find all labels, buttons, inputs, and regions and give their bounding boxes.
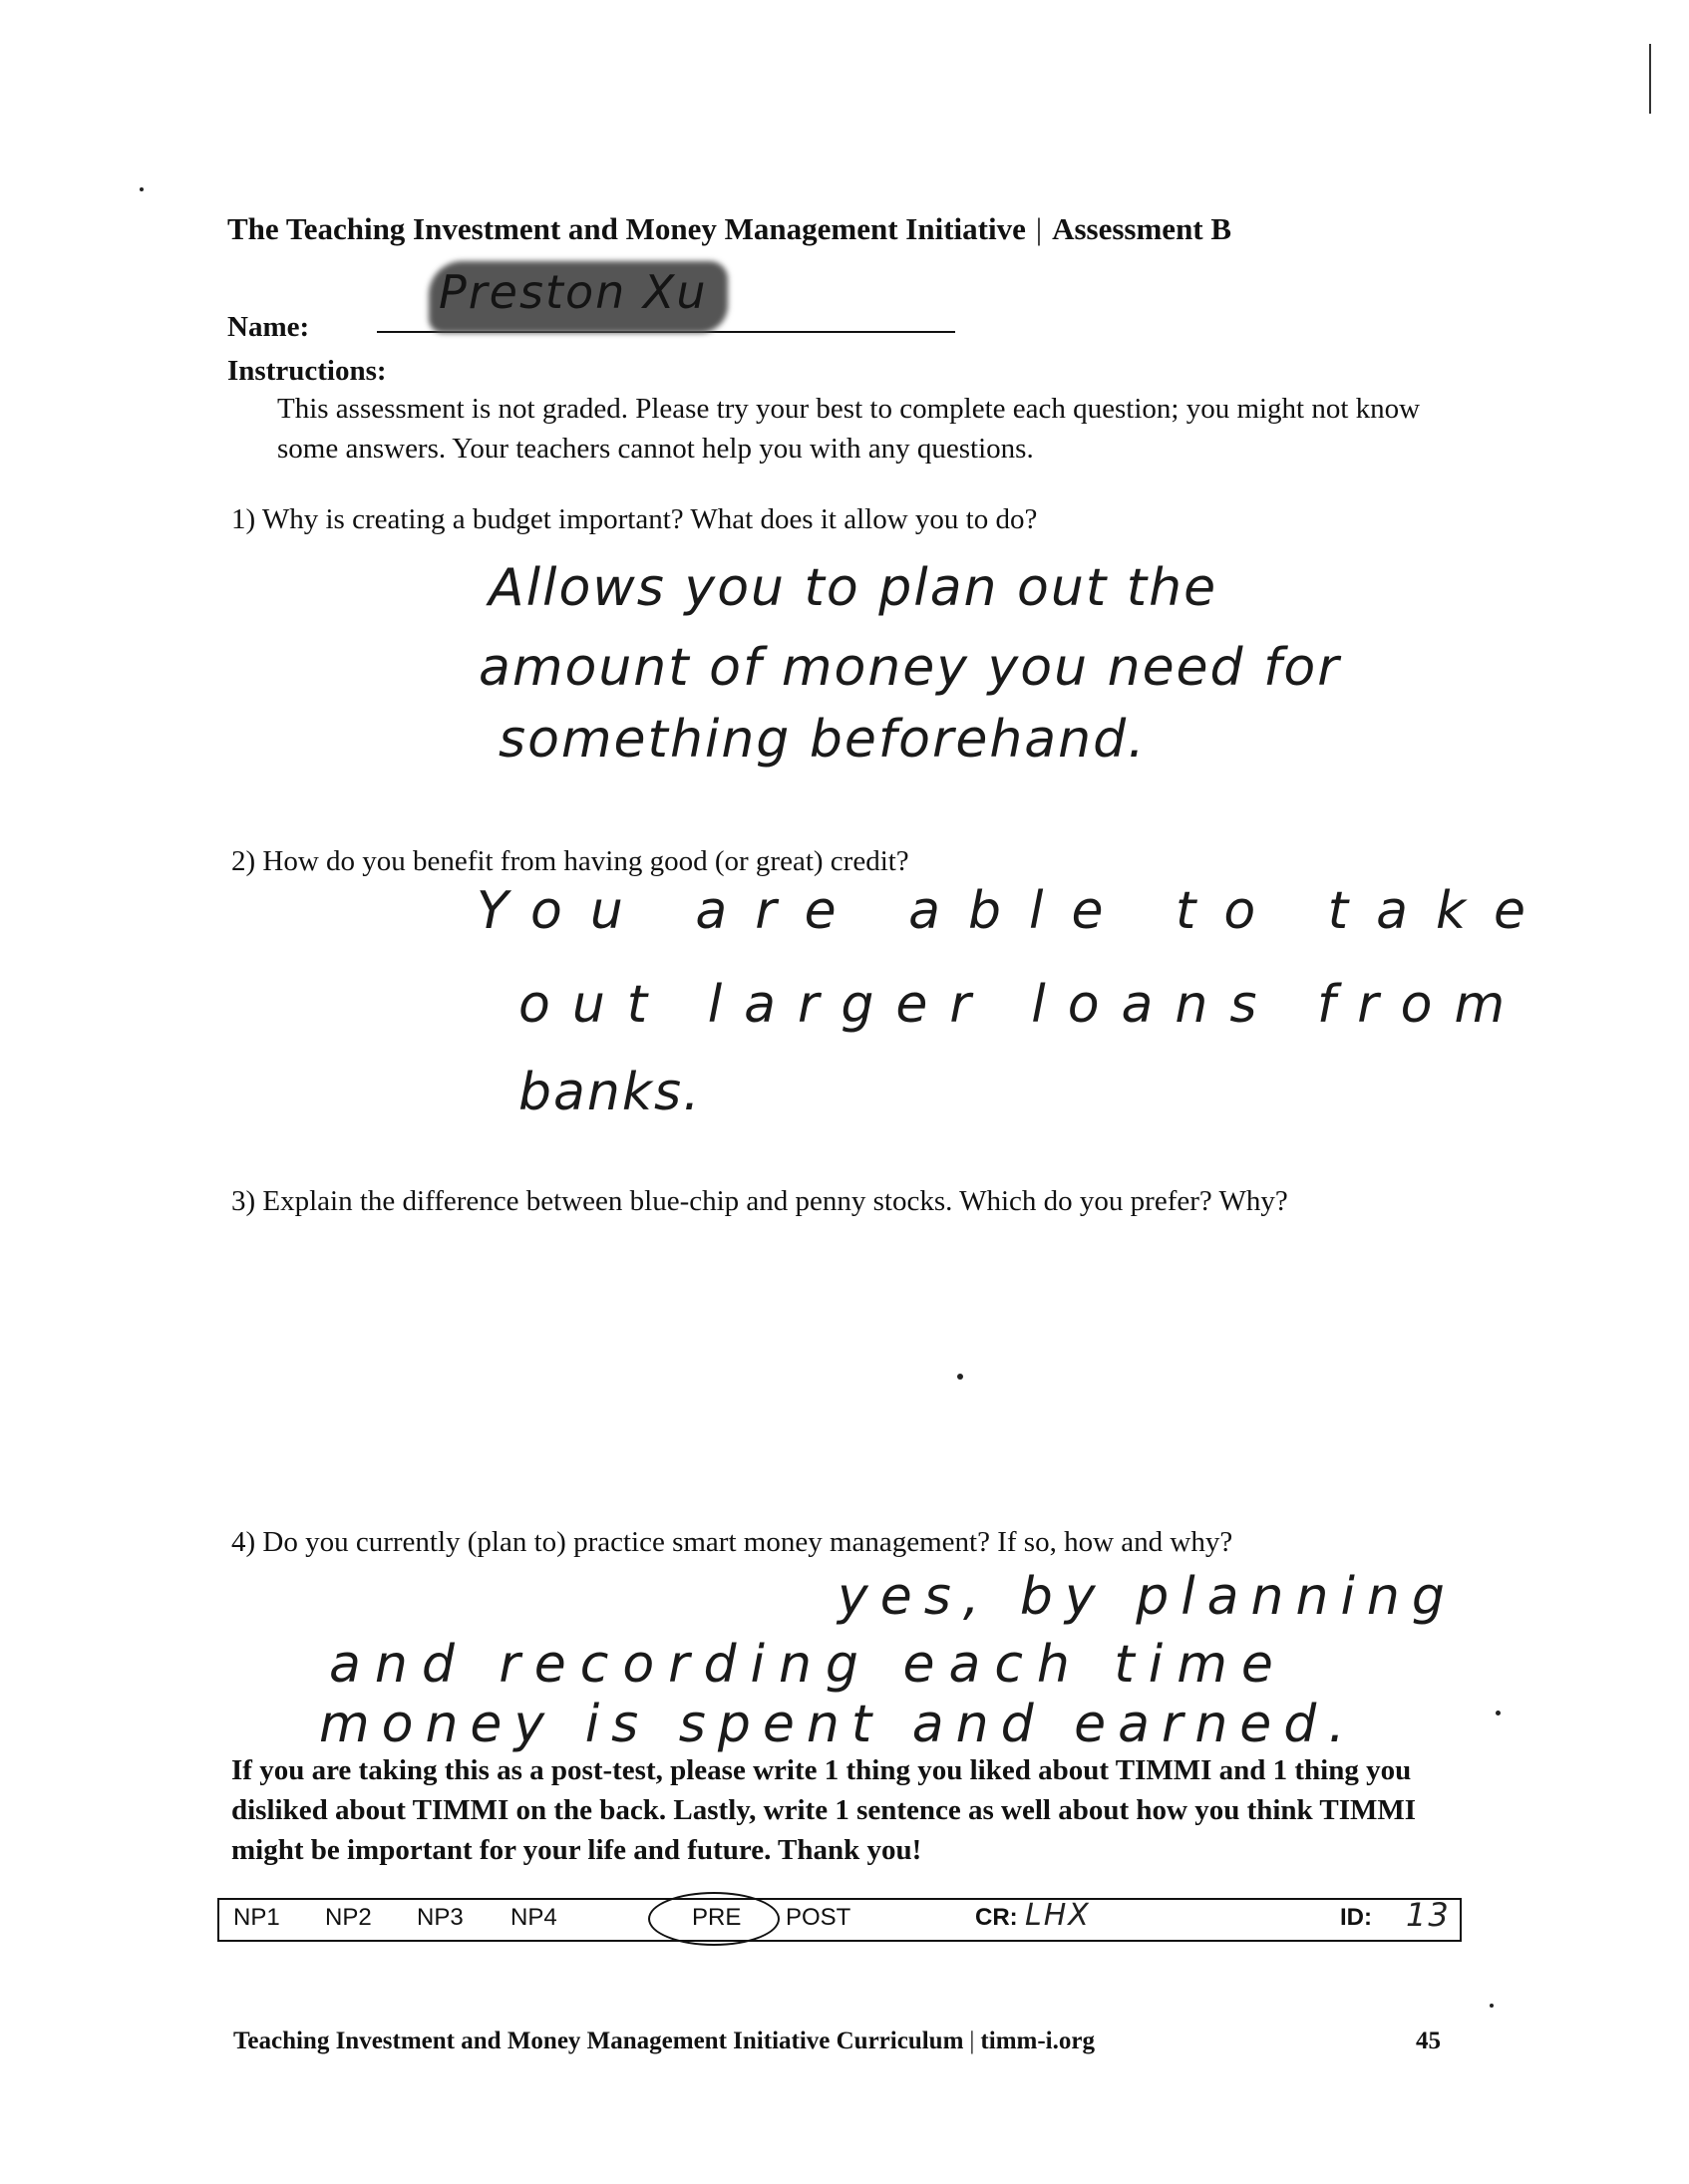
footer-separator: | — [969, 2028, 975, 2054]
name-handwritten: Preston Xu — [439, 265, 708, 319]
title-separator: | — [1035, 211, 1043, 246]
answer-1-line-2: amount of money you need for — [479, 638, 1341, 698]
cr-value: LHX — [1025, 1898, 1091, 1933]
question-2: 2) How do you benefit from having good (or great) credit? — [231, 845, 909, 877]
id-label: ID: — [1340, 1904, 1372, 1931]
answer-4-line-3: money is spent and earned. — [319, 1695, 1357, 1754]
footer-curriculum-text: Teaching Investment and Money Management Initiative Curriculum — [233, 2028, 964, 2054]
footer-curriculum — [233, 2028, 1095, 2055]
page-number: 45 — [1416, 2028, 1441, 2054]
answer-1-line-1: Allows you to plan out the — [489, 558, 1218, 618]
instructions-text: This assessment is not graded. Please try your best to complete each question; you might not know some answers. Your teachers cannot help you with any questions. — [277, 393, 1421, 465]
answer-1-line-3: something beforehand. — [499, 710, 1147, 770]
instructions-label: Instructions: — [227, 355, 387, 387]
answer-2-line-2: out larger loans from — [518, 975, 1527, 1035]
answer-4-line-1: yes, by planning — [838, 1567, 1457, 1627]
page-title — [227, 211, 1231, 247]
scan-speck — [957, 1374, 963, 1380]
assessment-label: Assessment B — [1052, 211, 1232, 246]
footer-site: timm-i.org — [980, 2028, 1095, 2054]
code-np1: NP1 — [233, 1904, 280, 1931]
scan-speck — [1490, 2004, 1494, 2008]
question-4: 4) Do you currently (plan to) practice smart money management? If so, how and why? — [231, 1526, 1233, 1558]
question-3: 3) Explain the difference between blue-chip and penny stocks. Which do you prefer? Why? — [231, 1185, 1288, 1217]
id-value: 13 — [1406, 1896, 1451, 1934]
code-np4: NP4 — [510, 1904, 557, 1931]
title-text: The Teaching Investment and Money Management Initiative — [227, 211, 1026, 246]
scan-edge-mark — [1649, 44, 1651, 114]
code-pre: PRE — [692, 1904, 742, 1931]
code-np2: NP2 — [325, 1904, 372, 1931]
scan-speck — [1496, 1711, 1501, 1716]
answer-4-line-2: and recording each time — [329, 1635, 1287, 1695]
question-1: 1) Why is creating a budget important? What does it allow you to do? — [231, 503, 1038, 535]
name-label: Name: — [227, 311, 310, 343]
cr-label: CR: — [975, 1904, 1018, 1931]
scan-speck — [140, 187, 144, 191]
code-np3: NP3 — [417, 1904, 464, 1931]
closing-instructions: If you are taking this as a post-test, please write 1 thing you liked about TIMMI and 1 thing you disliked about TIMMI on the back. Lastly, write 1 sentence as well about how you think TIMMI might be important for your life and future. Thank you! — [231, 1754, 1417, 1866]
code-post: POST — [786, 1904, 851, 1931]
answer-2-line-3: banks. — [518, 1063, 702, 1122]
answer-2-line-1: You are able to take — [477, 881, 1554, 941]
